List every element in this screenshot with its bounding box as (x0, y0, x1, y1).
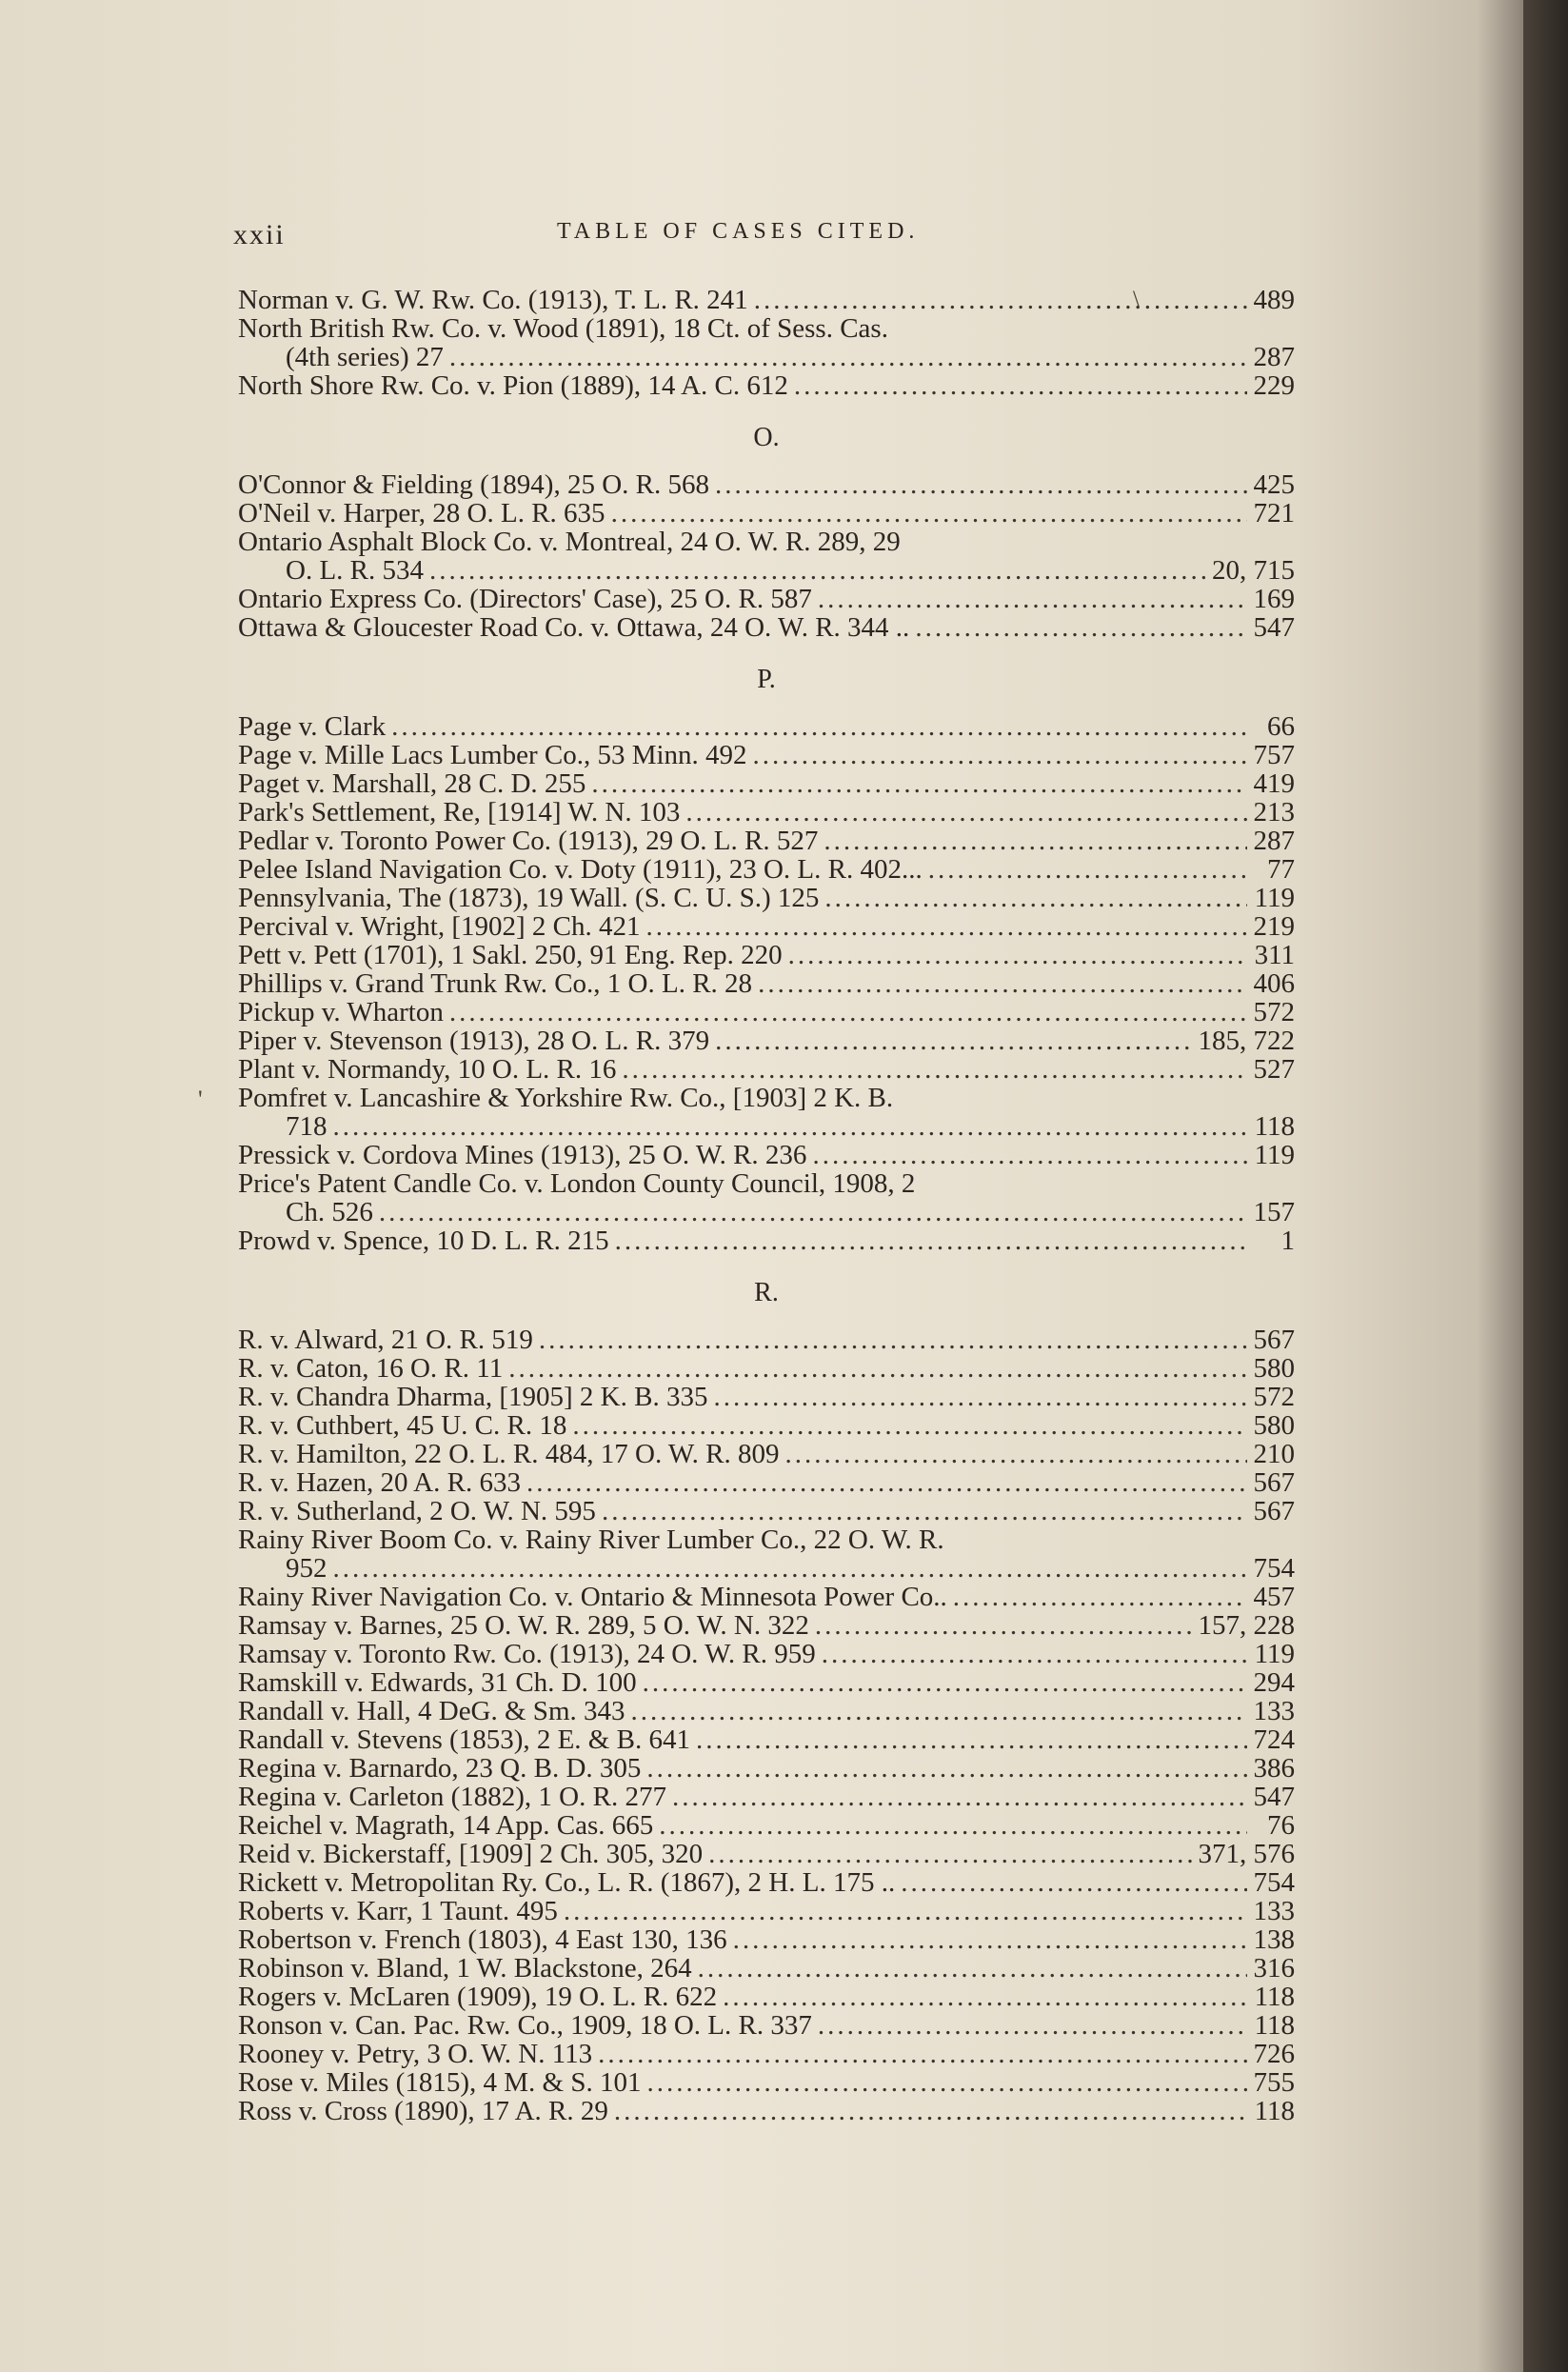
case-citation: Rose v. Miles (1815), 4 M. & S. 101 (238, 2067, 642, 2098)
margin-mark: \ (1133, 286, 1141, 313)
leader-dots (333, 1112, 1248, 1141)
leader-dots (723, 1983, 1247, 2011)
case-citation: Norman v. G. W. Rw. Co. (1913), T. L. R. 241 (238, 285, 748, 315)
case-citation: North British Rw. Co. v. Wood (1891), 18 Ct. of Sess. Cas. (238, 313, 888, 344)
leader-dots (733, 1925, 1247, 1954)
case-entry (238, 2011, 1295, 2040)
case-citation: Plant v. Normandy, 10 O. L. R. 16 (238, 1054, 617, 1085)
page-reference: 572 (1253, 997, 1295, 1027)
page-reference: 119 (1254, 883, 1295, 913)
leader-dots (572, 1411, 1247, 1440)
page-reference: 572 (1253, 1382, 1295, 1412)
case-entry (238, 2040, 1295, 2068)
case-entry (238, 1583, 1295, 1611)
case-citation: Ramsay v. Barnes, 25 O. W. R. 289, 5 O. W. N. 322 (238, 1610, 809, 1641)
case-citation: R. v. Cuthbert, 45 U. C. R. 18 (238, 1410, 567, 1441)
case-citation: Pressick v. Cordova Mines (1913), 25 O. W. R. 236 (238, 1140, 807, 1170)
case-citation: Page v. Clark (238, 711, 387, 742)
page-reference: 133 (1253, 1696, 1295, 1726)
case-citation: North Shore Rw. Co. v. Pion (1889), 14 A. C. 612 (238, 370, 788, 401)
page-reference: 287 (1253, 826, 1295, 856)
case-citation: Phillips v. Grand Trunk Rw. Co., 1 O. L. R. 28 (238, 968, 753, 999)
page-reference: 386 (1253, 1753, 1295, 1784)
page-reference: 138 (1253, 1924, 1295, 1955)
leader-dots (818, 585, 1247, 613)
page-reference: 371, 576 (1198, 1839, 1295, 1869)
leader-dots (915, 613, 1247, 642)
case-entry (238, 1868, 1295, 1897)
page-reference: 219 (1253, 911, 1295, 942)
page-reference: 77 (1267, 854, 1295, 885)
page-header (233, 219, 1280, 257)
case-citation: Paget v. Marshall, 28 C. D. 255 (238, 768, 586, 799)
case-citation: R. v. Alward, 21 O. R. 519 (238, 1325, 533, 1355)
page-reference: 547 (1253, 1782, 1295, 1812)
case-citation: Park's Settlement, Re, [1914] W. N. 103 (238, 797, 681, 827)
leader-dots (646, 912, 1248, 941)
leader-dots (672, 1783, 1247, 1811)
case-citation: Piper v. Stevenson (1913), 28 O. L. R. 379 (238, 1026, 710, 1056)
page-reference: 210 (1253, 1439, 1295, 1469)
page-reference: 66 (1267, 711, 1295, 742)
case-entry (238, 2068, 1295, 2097)
folio-number: xxii (233, 219, 286, 250)
leader-dots (754, 286, 1247, 314)
leader-dots (708, 1840, 1192, 1868)
case-citation: Ramsay v. Toronto Rw. Co. (1913), 24 O. W. R. 959 (238, 1639, 816, 1669)
case-entry (238, 613, 1295, 642)
page-reference: 118 (1254, 1111, 1295, 1142)
leader-dots (449, 343, 1247, 371)
case-citation: Ronson v. Can. Pac. Rw. Co., 1909, 18 O. L. R. 337 (238, 2010, 812, 2041)
case-entry (238, 1169, 1295, 1198)
case-entry (238, 1754, 1295, 1783)
case-entry (238, 1925, 1295, 1954)
case-citation: (4th series) 27 (286, 342, 444, 372)
case-entry (238, 1198, 1295, 1226)
case-entry (238, 769, 1295, 798)
leader-dots (815, 1611, 1193, 1640)
leader-dots (812, 1141, 1247, 1169)
leader-dots (698, 1954, 1247, 1983)
section-letter: O. (753, 423, 780, 452)
case-entry (238, 1640, 1295, 1668)
leader-dots (928, 855, 1247, 884)
leader-dots (953, 1583, 1247, 1611)
case-citation: Rickett v. Metropolitan Ry. Co., L. R. (1867), 2 H. L. 175 .. (238, 1867, 896, 1898)
case-citation: Percival v. Wright, [1902] 2 Ch. 421 (238, 911, 641, 942)
case-entry (238, 1141, 1295, 1169)
leader-dots (614, 2097, 1247, 2125)
page-reference: 316 (1253, 1953, 1295, 1983)
page-reference: 294 (1253, 1667, 1295, 1698)
case-citation: Reid v. Bickerstaff, [1909] 2 Ch. 305, 320 (238, 1839, 704, 1869)
page-reference: 757 (1253, 740, 1295, 770)
leader-dots (794, 371, 1247, 400)
case-entry (238, 741, 1295, 769)
leader-dots (659, 1811, 1247, 1840)
case-citation: Roberts v. Karr, 1 Taunt. 495 (238, 1896, 558, 1926)
running-title: TABLE OF CASES CITED. (557, 219, 920, 244)
case-entry (238, 1112, 1295, 1141)
case-entry (238, 1668, 1295, 1697)
page-reference: 419 (1253, 768, 1295, 799)
case-citation: Ontario Express Co. (Directors' Case), 25 O. R. 587 (238, 584, 812, 614)
page-edge (1523, 0, 1568, 2372)
leader-dots (788, 941, 1247, 969)
case-citation: Rogers v. McLaren (1909), 19 O. L. R. 622 (238, 1982, 718, 2012)
case-entry (238, 1811, 1295, 1840)
page-reference: 755 (1253, 2067, 1295, 2098)
page-reference: 489 (1253, 285, 1295, 315)
case-entry (238, 1525, 1295, 1554)
page-reference: 547 (1253, 612, 1295, 643)
leader-dots (818, 2011, 1247, 2040)
case-citation: Pedlar v. Toronto Power Co. (1913), 29 O. L. R. 527 (238, 826, 819, 856)
case-entry (238, 827, 1295, 855)
case-entry (238, 1554, 1295, 1583)
case-citation: Pelee Island Navigation Co. v. Doty (1911), 23 O. L. R. 402... (238, 854, 923, 885)
case-entry (238, 556, 1295, 585)
page-reference: 118 (1254, 1982, 1295, 2012)
case-citation: Reichel v. Magrath, 14 App. Cas. 665 (238, 1810, 654, 1841)
case-entry (238, 1326, 1295, 1354)
page-reference: 580 (1253, 1353, 1295, 1384)
case-citation: Pennsylvania, The (1873), 19 Wall. (S. C. U. S.) 125 (238, 883, 820, 913)
case-entry (238, 1055, 1295, 1084)
case-entry (238, 314, 1295, 343)
section-letter: P. (757, 665, 776, 694)
leader-dots (508, 1354, 1247, 1383)
page-reference: 157 (1253, 1197, 1295, 1227)
page-reference: 457 (1253, 1582, 1295, 1612)
case-citation: Prowd v. Spence, 10 D. L. R. 215 (238, 1226, 609, 1256)
case-entry (238, 1897, 1295, 1925)
case-citation: O'Neil v. Harper, 28 O. L. R. 635 (238, 498, 605, 528)
leader-dots (646, 1754, 1247, 1783)
leader-dots (429, 556, 1206, 585)
case-entry (238, 470, 1295, 499)
case-entry (238, 1411, 1295, 1440)
page-reference: 119 (1254, 1140, 1295, 1170)
page-reference: 118 (1254, 2096, 1295, 2126)
case-entry (238, 1440, 1295, 1468)
page-reference: 425 (1253, 469, 1295, 500)
leader-dots (685, 798, 1247, 827)
leader-dots (379, 1198, 1247, 1226)
case-citation: Ontario Asphalt Block Co. v. Montreal, 24 O. W. R. 289, 29 (238, 527, 901, 557)
case-citation: R. v. Caton, 16 O. R. 11 (238, 1353, 504, 1384)
page-reference: 754 (1253, 1867, 1295, 1898)
case-entry (238, 1354, 1295, 1383)
case-citation: R. v. Hazen, 20 A. R. 633 (238, 1467, 521, 1498)
leader-dots (333, 1554, 1248, 1583)
page-reference: 726 (1253, 2039, 1295, 2069)
case-citation: Robinson v. Bland, 1 W. Blackstone, 264 (238, 1953, 692, 1983)
page-reference: 20, 715 (1212, 555, 1295, 586)
case-citation: Ch. 526 (286, 1197, 373, 1227)
case-citation: Price's Patent Candle Co. v. London County Council, 1908, 2 (238, 1168, 916, 1199)
case-citation: Rainy River Navigation Co. v. Ontario & Minnesota Power Co.. (238, 1582, 947, 1612)
page-reference: 567 (1253, 1325, 1295, 1355)
case-entry (238, 712, 1295, 741)
leader-dots (696, 1725, 1247, 1754)
case-citation: Ross v. Cross (1890), 17 A. R. 29 (238, 2096, 608, 2126)
case-citation: O'Connor & Fielding (1894), 25 O. R. 568 (238, 469, 709, 500)
case-entry (238, 941, 1295, 969)
leader-dots (615, 1226, 1247, 1255)
leader-dots (822, 1640, 1247, 1668)
leader-dots (824, 884, 1247, 912)
leader-dots (591, 769, 1247, 798)
leader-dots (784, 1440, 1247, 1468)
leader-dots (391, 712, 1247, 741)
page-reference: 754 (1253, 1553, 1295, 1584)
case-citation: R. v. Chandra Dharma, [1905] 2 K. B. 335 (238, 1382, 708, 1412)
case-citation: Pomfret v. Lancashire & Yorkshire Rw. Co., [1903] 2 K. B. (238, 1083, 894, 1113)
leader-dots (622, 1055, 1247, 1084)
case-entry (238, 1840, 1295, 1868)
page-reference: 118 (1254, 2010, 1295, 2041)
leader-dots (449, 998, 1247, 1027)
case-citation: Page v. Mille Lacs Lumber Co., 53 Minn. 492 (238, 740, 747, 770)
case-citation: Regina v. Barnardo, 23 Q. B. D. 305 (238, 1753, 642, 1784)
case-entry (238, 1084, 1295, 1112)
case-entry (238, 969, 1295, 998)
page-reference: 406 (1253, 968, 1295, 999)
case-citation: O. L. R. 534 (286, 555, 424, 586)
case-citation: Robertson v. French (1803), 4 East 130, 136 (238, 1924, 727, 1955)
case-citation: Pett v. Pett (1701), 1 Sakl. 250, 91 Eng. Rep. 220 (238, 940, 783, 970)
leader-dots (713, 1383, 1247, 1411)
page-reference: 133 (1253, 1896, 1295, 1926)
leader-dots (564, 1897, 1247, 1925)
case-citation: R. v. Hamilton, 22 O. L. R. 484, 17 O. W. R. 809 (238, 1439, 780, 1469)
case-entry (238, 998, 1295, 1027)
case-citation: Pickup v. Wharton (238, 997, 444, 1027)
case-citation: R. v. Sutherland, 2 O. W. N. 595 (238, 1496, 596, 1526)
case-entry (238, 1468, 1295, 1497)
case-entry (238, 1954, 1295, 1983)
page-reference: 527 (1253, 1054, 1295, 1085)
leader-dots (539, 1326, 1247, 1354)
page-reference: 229 (1253, 370, 1295, 401)
case-entry (238, 1226, 1295, 1255)
case-entry (238, 343, 1295, 371)
page-reference: 119 (1254, 1639, 1295, 1669)
case-entry (238, 499, 1295, 528)
leader-dots (753, 741, 1247, 769)
case-entry (238, 798, 1295, 827)
case-citation: Randall v. Stevens (1853), 2 E. & B. 641 (238, 1724, 690, 1755)
case-entry (238, 1983, 1295, 2011)
page-reference: 157, 228 (1198, 1610, 1295, 1641)
case-citation: Ottawa & Gloucester Road Co. v. Ottawa, 24 O. W. R. 344 .. (238, 612, 910, 643)
leader-dots (643, 1668, 1247, 1697)
case-citation: Rainy River Boom Co. v. Rainy River Lumber Co., 22 O. W. R. (238, 1525, 944, 1555)
leader-dots (611, 499, 1247, 528)
case-entry (238, 912, 1295, 941)
page-reference: 185, 722 (1198, 1026, 1295, 1056)
leader-dots (824, 827, 1247, 855)
case-entry (238, 585, 1295, 613)
page-reference: 567 (1253, 1496, 1295, 1526)
leader-dots (526, 1468, 1247, 1497)
case-entry (238, 1027, 1295, 1055)
leader-dots (758, 969, 1247, 998)
page-reference: 567 (1253, 1467, 1295, 1498)
case-entry (238, 1611, 1295, 1640)
leader-dots (715, 1027, 1192, 1055)
page-reference: 1 (1280, 1226, 1295, 1256)
case-citation: Randall v. Hall, 4 DeG. & Sm. 343 (238, 1696, 625, 1726)
case-entry (238, 1725, 1295, 1754)
case-entry (238, 2097, 1295, 2125)
leader-dots (631, 1697, 1248, 1725)
page-reference: 724 (1253, 1724, 1295, 1755)
cases-table (238, 286, 1295, 2125)
leader-dots (715, 470, 1247, 499)
case-entry (238, 1497, 1295, 1525)
case-entry (238, 884, 1295, 912)
page-reference: 580 (1253, 1410, 1295, 1441)
section-letter: R. (754, 1278, 779, 1307)
case-citation: Ramskill v. Edwards, 31 Ch. D. 100 (238, 1667, 637, 1698)
page-reference: 169 (1253, 584, 1295, 614)
leader-dots (602, 1497, 1247, 1525)
leader-dots (646, 2068, 1247, 2097)
case-citation: Rooney v. Petry, 3 O. W. N. 113 (238, 2039, 593, 2069)
case-entry (238, 1383, 1295, 1411)
case-entry (238, 528, 1295, 556)
margin-mark: ' (198, 1086, 203, 1113)
page-reference: 311 (1254, 940, 1295, 970)
page-reference: 721 (1253, 498, 1295, 528)
case-citation: 718 (286, 1111, 327, 1142)
case-citation: Regina v. Carleton (1882), 1 O. R. 277 (238, 1782, 666, 1812)
case-citation: 952 (286, 1553, 327, 1584)
case-entry (238, 855, 1295, 884)
case-entry (238, 1783, 1295, 1811)
case-entry (238, 1697, 1295, 1725)
leader-dots (598, 2040, 1247, 2068)
leader-dots (901, 1868, 1247, 1897)
page-reference: 213 (1253, 797, 1295, 827)
case-entry (238, 371, 1295, 400)
page-reference: 287 (1253, 342, 1295, 372)
page-reference: 76 (1267, 1810, 1295, 1841)
